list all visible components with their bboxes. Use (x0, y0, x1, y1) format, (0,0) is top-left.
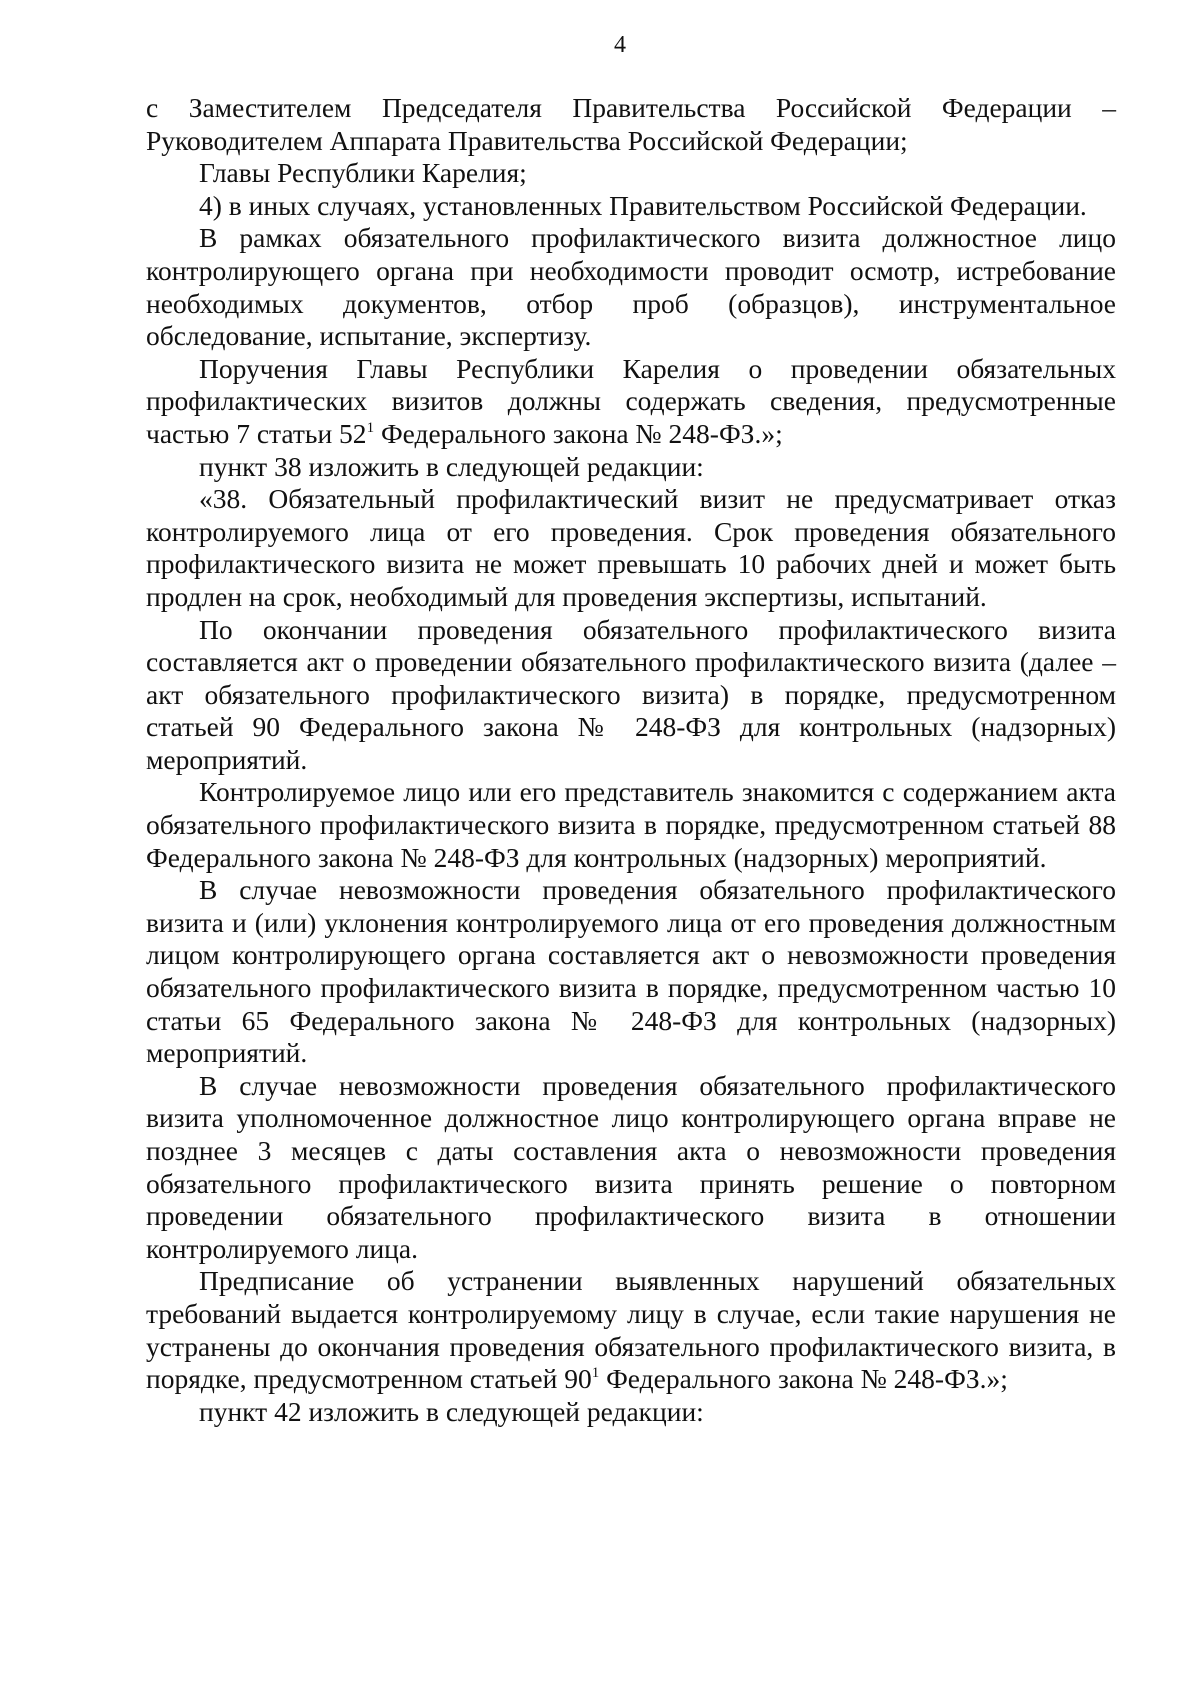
paragraph-text: В случае невозможности проведения обязательного профилактического визита уполномоченное должностное лицо контролирующего органа вправе не позднее 3 месяцев с даты составления акта о невозможности проведения обязательного профилактического визита принять решение о повторном проведении обязательного профилактического визита в отношении контролируемого лица. (146, 1069, 1116, 1264)
paragraph (146, 1070, 1116, 1266)
paragraph-text: 4) в иных случаях, установленных Правительством Российской Федерации. (199, 189, 1087, 221)
paragraph-text: Поручения Главы Республики Карелия о проведении обязательных профилактических визитов должны содержать сведения, предусмотренные частью 7 статьи 52 (146, 352, 1116, 449)
paragraph (146, 1265, 1116, 1395)
paragraph (146, 614, 1116, 777)
paragraph-text: «38. Обязательный профилактический визит не предусматривает отказ контролируемого лица от его проведения. Срок проведения обязательного профилактического визита не может превышать 10 рабочих дней и может быть продлен на срок, необходимый для проведения экспертизы, испытаний. (146, 483, 1116, 612)
document-body (146, 92, 1116, 1428)
paragraph-text: По окончании проведения обязательного профилактического визита составляется акт о проведении обязательного профилактического визита (далее – акт обязательного профилактического визита) в порядке, предусмотренном статьей 90 Федерального закона № 248-ФЗ для контрольных (надзорных) мероприятий. (146, 613, 1116, 775)
paragraph-text: Контролируемое лицо или его представитель знакомится с содержанием акта обязательного профилактического визита в порядке, предусмотренном статьей 88 Федерального закона № 248-ФЗ для контрольных (надзорных) мероприятий. (146, 776, 1116, 873)
paragraph (146, 222, 1116, 352)
paragraph-text: пункт 38 изложить в следующей редакции: (199, 450, 704, 482)
paragraph-text: пункт 42 изложить в следующей редакции: (199, 1395, 704, 1427)
page-number: 4 (614, 32, 626, 58)
paragraph (146, 92, 1116, 157)
paragraph-text: Федерального закона № 248-ФЗ.»; (374, 417, 783, 449)
paragraph-text: Предписание об устранении выявленных нарушений обязательных требований выдается контролируемому лицу в случае, если такие нарушения не устранены до окончания проведения обязательного профилактического визита, в порядке, предусмотренном статьей 90 (146, 1265, 1116, 1395)
paragraph (146, 776, 1116, 874)
paragraph (146, 190, 1116, 223)
superscript: 1 (591, 1365, 600, 1382)
superscript: 1 (366, 419, 375, 436)
paragraph (146, 353, 1116, 451)
paragraph-text: В рамках обязательного профилактического визита должностное лицо контролирующего органа при необходимости проводит осмотр, истребование необходимых документов, отбор проб (образцов), инструментальное обследование, испытание, экспертизу. (146, 222, 1116, 352)
paragraph (146, 874, 1116, 1070)
paragraph (146, 1396, 1116, 1429)
paragraph (146, 157, 1116, 190)
paragraph-text: Федерального закона № 248-ФЗ.»; (599, 1363, 1008, 1395)
paragraph-text: В случае невозможности проведения обязательного профилактического визита и (или) уклонения контролируемого лица от его проведения должностным лицом контролирующего органа составляется акт о невозможности проведения обязательного профилактического визита в порядке, предусмотренном частью 10 статьи 65 Федерального закона № 248-ФЗ для контрольных (надзорных) мероприятий. (146, 874, 1116, 1069)
paragraph-text: Главы Республики Карелия; (199, 157, 527, 189)
paragraph-text: с Заместителем Председателя Правительства Российской Федерации – Руководителем Аппарата Правительства Российской Федерации; (146, 92, 1116, 156)
paragraph (146, 483, 1116, 613)
paragraph (146, 451, 1116, 484)
